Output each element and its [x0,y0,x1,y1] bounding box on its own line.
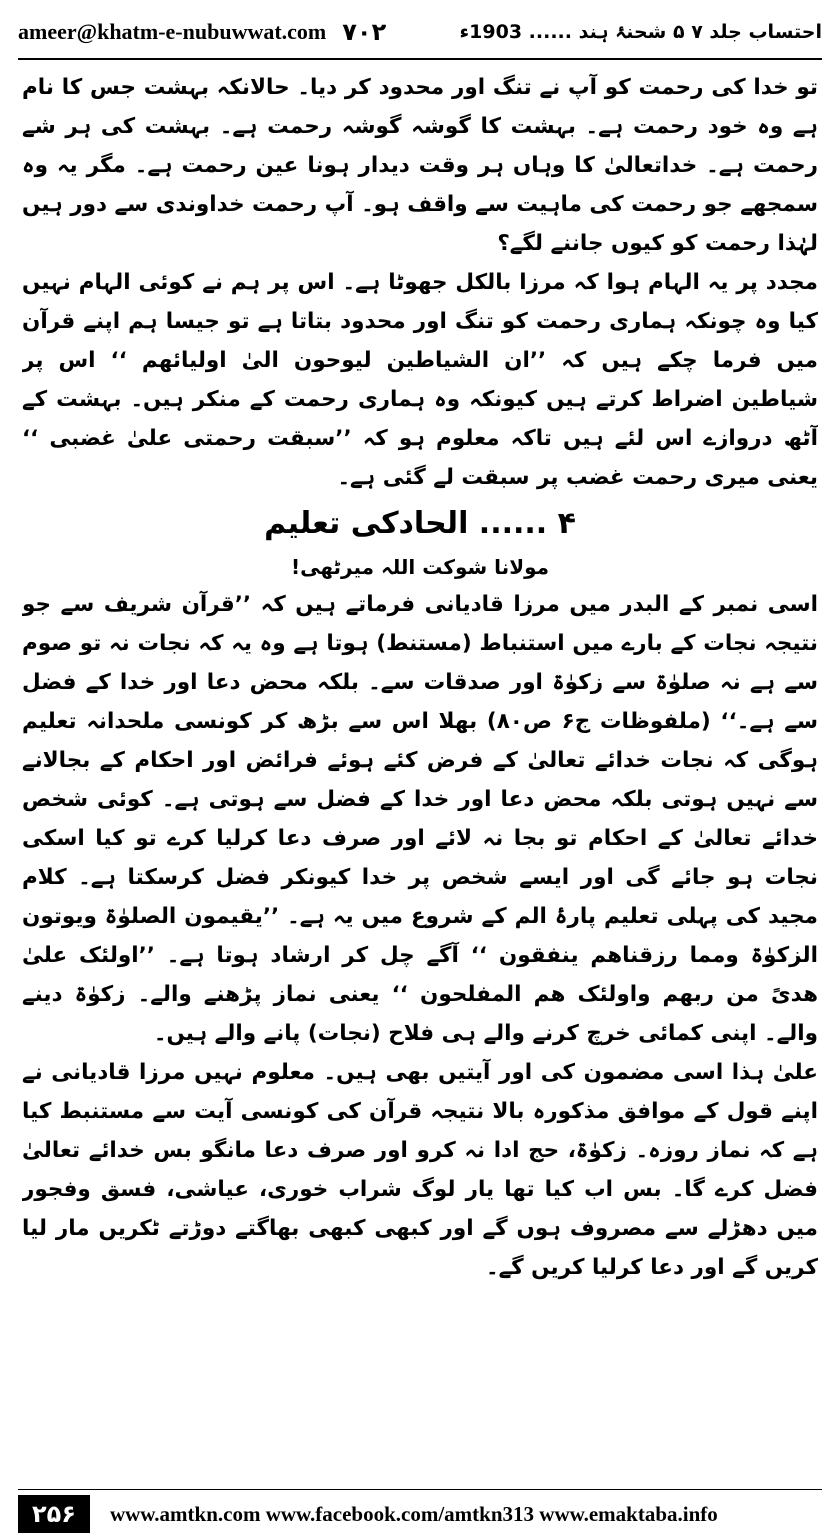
footer-divider [18,1489,822,1490]
header-left [18,18,386,46]
paragraph-1: تو خدا کی رحمت کو آپ نے تنگ اور محدود کر دیا۔ حالانکہ بہشت جس کا نام ہے وہ خود رحمت ہے۔ بہشت کا گوشہ گوشہ رحمت ہے۔ بہشت کی ہر شے رحمت ہے۔ خداتعالیٰ کا وہاں ہر وقت دیدار ہونا عین رحمت ہے۔ مگر یہ وہ سمجھے جو رحمت کی ماہیت سے واقف ہو۔ آپ رحمت خداوندی سے دور ہیں لہٰذا رحمت کو کیوں جاننے لگے؟ [22,75,818,256]
paragraph-3: اسی نمبر کے البدر میں مرزا قادیانی فرماتے ہیں کہ ’’قرآن شریف سے جو نتیجہ نجات کے بارے میں استنباط (مستنط) ہوتا ہے وہ یہ کہ نجات نہ تو صوم سے ہے نہ صلوٰۃ سے زکوٰۃ اور صدقات سے۔ بلکہ محض دعا اور خدا کے فضل سے ہے۔‘‘ (ملفوظات ج۶ ص۸۰) بھلا اس سے بڑھ کر کونسی ملحدانہ تعلیم ہوگی کہ نجات خدائے تعالیٰ کے فرض کئے ہوئے فرائض اور احکام کے بجالانے سے نہیں ہوتی بلکہ محض دعا اور خدا کے فضل سے ہوتی ہے۔ کوئی شخص خدائے تعالیٰ کے احکام تو بجا نہ لائے اور صرف دعا کرلیا کرے تو کیا اسکی نجات ہو جائے گی اور ایسے شخص پر خدا کیونکر فضل کرسکتا ہے۔ کلام مجید کی پہلی تعلیم پارۂ الم کے شروع میں یہ ہے۔ ’’یقیمون الصلوٰۃ ویوتون الزکوٰۃ ومما رزقناھم ینفقون ‘‘ آگے چل کر ارشاد ہوتا ہے۔ ’’اولئک علیٰ ھدیً من ربھم واولئک ھم المفلحون ‘‘ یعنی نماز پڑھنے والے۔ زکوٰۃ دینے والے۔ اپنی کمائی خرچ کرنے والے ہی فلاح (نجات) پانے والے ہیں۔ [22,592,818,1046]
section-heading: ۴ ...... الحادکی تعلیم [264,506,576,541]
header-email: ameer@khatm-e-nubuwwat.com [18,19,327,44]
section-author: مولانا شوکت اللہ میرٹھی! [290,555,550,579]
paragraph-2: مجدد پر یہ الہام ہوا کہ مرزا بالکل جھوٹا ہے۔ اس پر ہم نے کوئی الہام نہیں کیا وہ چونکہ ہماری رحمت کو تنگ اور محدود بتاتا ہے تو جیسا ہم اپنے قرآن میں فرما چکے ہیں کہ ’’ان الشیاطین لیوحون الیٰ اولیائھم ‘‘ اس پر شیاطین اضراط کرتے ہیں کیونکہ وہ ہماری رحمت کے منکر ہیں۔ بہشت کے آٹھ دروازے اس لئے ہیں تاکہ معلوم ہو کہ ’’سبقت رحمتی علیٰ غضبی ‘‘ یعنی میری رحمت غضب پر سبقت لے گئی ہے۔ [22,270,818,490]
header-divider [18,58,822,60]
page-header [18,8,822,56]
page-body [22,68,818,1498]
header-book-title: احتساب جلد ۷ ۵ شحنۂ ہند ...... 1903ء [459,21,822,43]
paragraph-4: علیٰ ہذا اسی مضمون کی اور آیتیں بھی ہیں۔ معلوم نہیں مرزا قادیانی نے اپنے قول کے موافق مذکورہ بالا نتیجہ قرآن کی کونسی آیت سے مستنبط کیا ہے کہ نماز روزہ۔ زکوٰۃ، حج ادا نہ کرو اور صرف دعا مانگو بس خدائے تعالیٰ فضل کرے گا۔ بس اب کیا تھا یار لوگ شراب خوری، عیاشی، فسق وفجور میں دھڑلے سے مصروف ہوں گے اور کبھی کبھی بھاگتے دوڑتے ٹکریں مار لیا کریں گے اور دعا کرلیا کریں گے۔ [22,1060,818,1280]
footer-page-number: ۲۵۶ [18,1495,90,1533]
page-footer [18,1492,822,1536]
footer-links: www.amtkn.com www.facebook.com/amtkn313 www.emaktaba.info [109,1501,718,1526]
header-page-number: ۷۰۲ [342,18,387,46]
